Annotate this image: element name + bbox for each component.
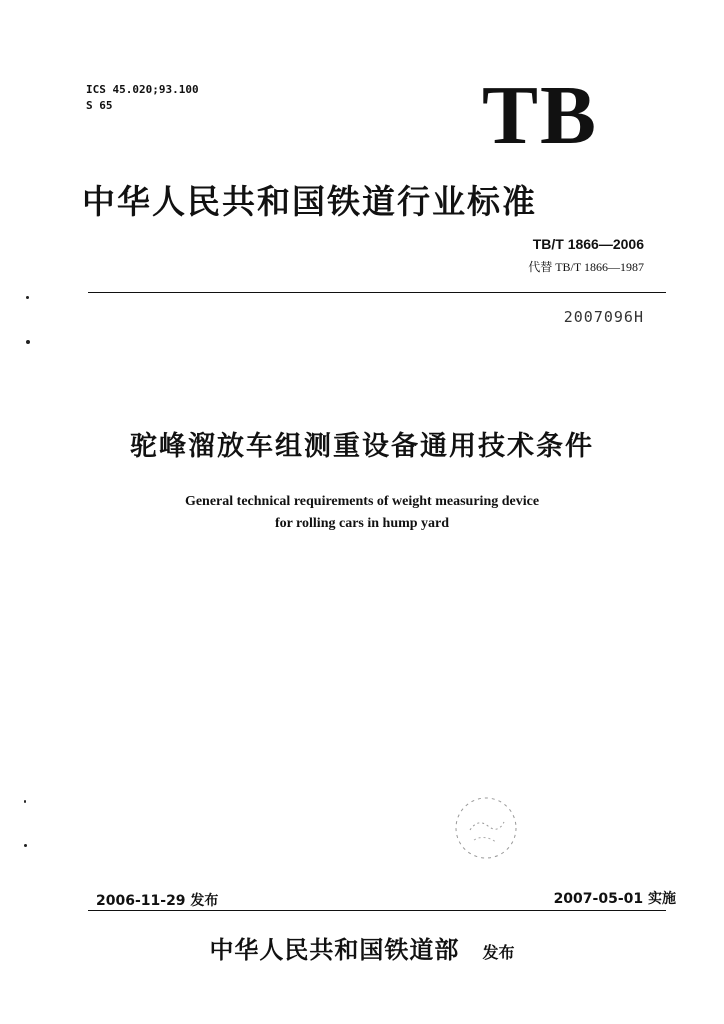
footer-divider	[88, 910, 666, 911]
ccs-code: S 65	[86, 99, 113, 112]
header-divider	[88, 292, 666, 293]
stamp-number: 2007096H	[563, 308, 644, 326]
scan-speck	[26, 340, 30, 344]
scan-speck	[24, 844, 27, 847]
seal-mark-icon	[448, 790, 528, 870]
publisher-name: 中华人民共和国铁道部	[209, 935, 460, 964]
title-english-line2: for rolling cars in hump yard	[274, 516, 450, 531]
title-english-line1: General technical requirements of weight measuring device	[184, 494, 540, 509]
publisher-action: 发布	[482, 943, 515, 962]
scan-speck	[24, 800, 26, 803]
standard-number: TB/T 1866—2006	[532, 236, 644, 252]
publisher-line	[0, 930, 724, 965]
scan-speck	[26, 296, 29, 299]
organization-title: 中华人民共和国铁道行业标准	[82, 182, 537, 221]
ics-code: ICS 45.020;93.100	[86, 83, 199, 96]
effective-date: 2007-05-01 实施	[553, 891, 676, 907]
issue-date: 2006-11-29 发布	[96, 893, 219, 909]
replaces-standard: 代替 TB/T 1866—1987	[528, 260, 644, 274]
title-chinese: 驼峰溜放车组测重设备通用技术条件	[130, 431, 594, 462]
classification-codes	[86, 82, 199, 114]
tb-logo: TB	[482, 69, 599, 162]
